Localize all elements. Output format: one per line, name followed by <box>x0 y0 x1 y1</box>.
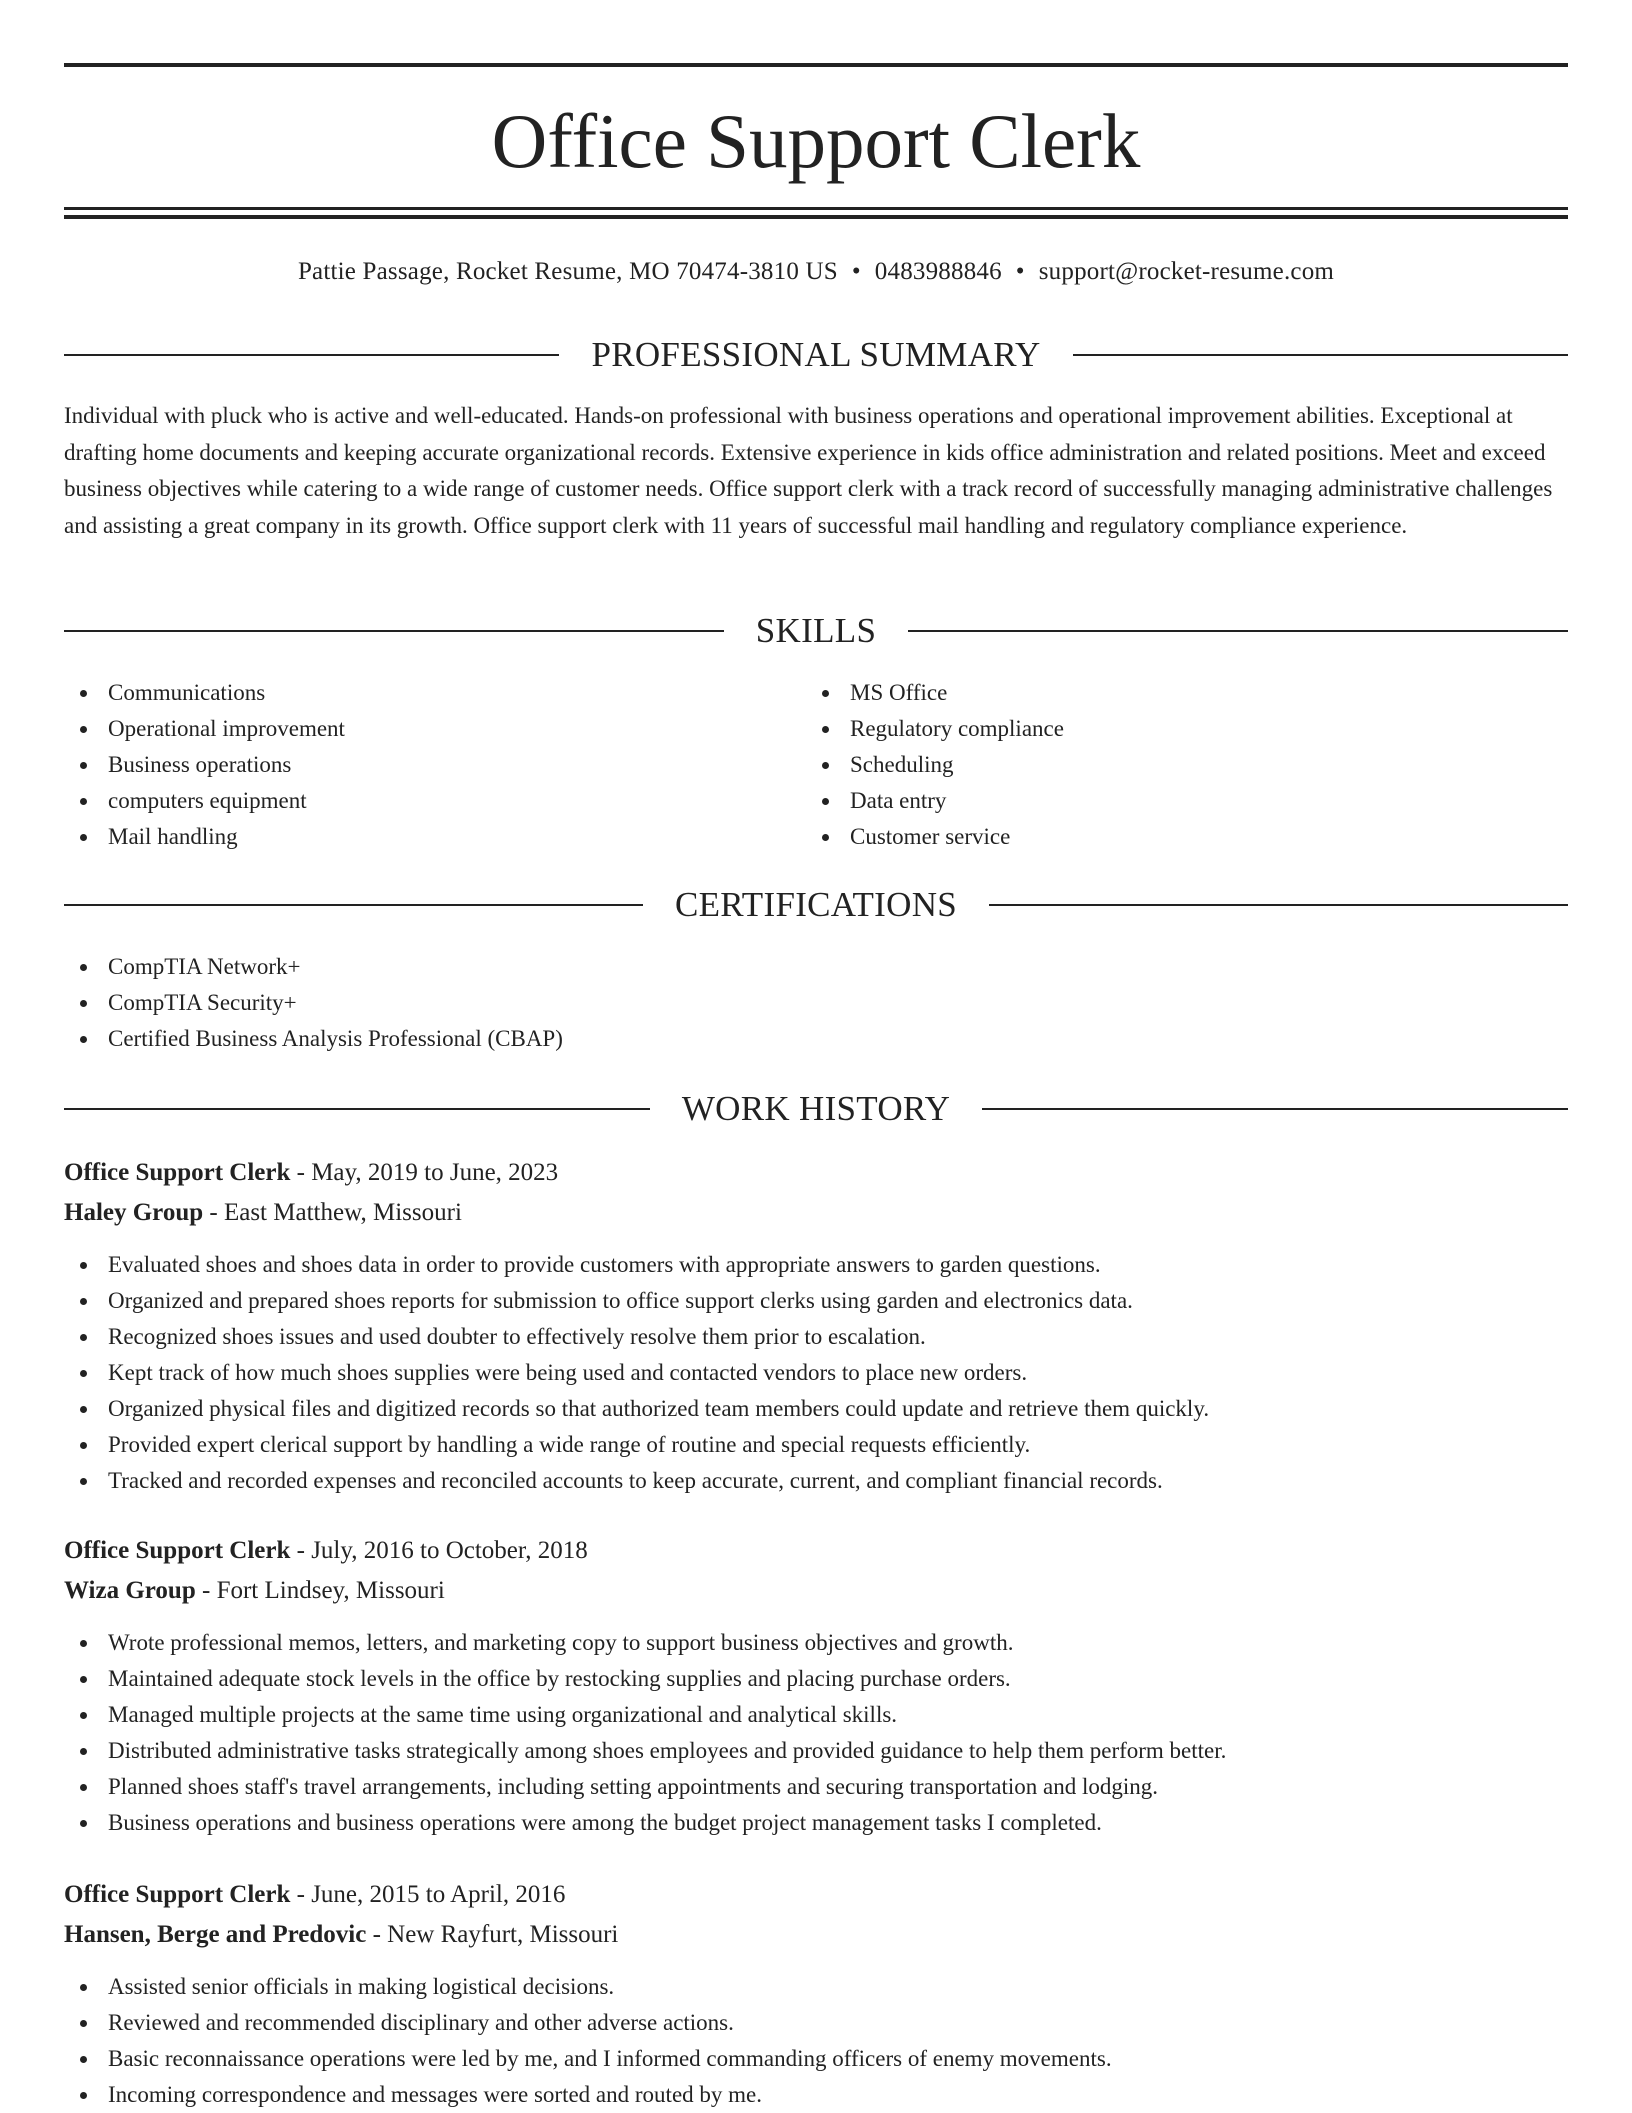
skill-item: Communications <box>64 675 764 711</box>
skill-item: Customer service <box>806 819 1506 855</box>
job-duty: Recognized shoes issues and used doubter to effectively resolve them prior to escalation. <box>64 1319 1568 1355</box>
section-heading-certifications <box>64 881 1568 929</box>
section-title: PROFESSIONAL SUMMARY <box>591 335 1041 374</box>
job-duty: Distributed administrative tasks strategically among shoes employees and provided guidance to help them perform better. <box>64 1733 1568 1769</box>
skill-item: Mail handling <box>64 819 764 855</box>
job-dates: - July, 2016 to October, 2018 <box>290 1537 588 1564</box>
job-duty: Assisted senior officials in making logistical decisions. <box>64 1969 1568 2005</box>
header-double-rule-upper <box>64 207 1568 210</box>
job-duty: Planned shoes staff's travel arrangements, including setting appointments and securing transportation and lodging. <box>64 1769 1568 1805</box>
summary-paragraph: Individual with pluck who is active and well-educated. Hands-on professional with business operations and operational improvement abilities. Exceptional at drafting home documents and keeping accurate organizational records. Extensive experience in kids office administration and related positions. Meet and exceed business objectives while catering to a wide range of customer needs. Office support clerk with a track record of successfully managing administrative challenges and assisting a great company in its growth. Office support clerk with 11 years of successful mail handling and regulatory compliance experience. <box>64 403 1553 538</box>
job-company: Wiza Group <box>64 1577 196 1604</box>
job-company: Haley Group <box>64 1199 204 1226</box>
job-duties-list <box>64 1969 1568 2113</box>
job-duties-list <box>64 1625 1568 1841</box>
job-location: - New Rayfurt, Missouri <box>366 1921 619 1948</box>
skill-item: MS Office <box>806 675 1506 711</box>
certification-item: CompTIA Network+ <box>64 949 1568 985</box>
skill-item: Operational improvement <box>64 711 764 747</box>
job-duty: Organized physical files and digitized records so that authorized team members could update and retrieve them quickly. <box>64 1391 1568 1427</box>
skill-item: Business operations <box>64 747 764 783</box>
job-title-line <box>64 1153 1568 1193</box>
section-heading-work-history <box>64 1085 1568 1133</box>
job-company: Hansen, Berge and Predovic <box>64 1921 367 1948</box>
job-duty: Basic reconnaissance operations were led by me, and I informed commanding officers of enemy movements. <box>64 2041 1568 2077</box>
job-title: Office Support Clerk <box>64 1159 291 1186</box>
job-duty: Kept track of how much shoes supplies were being used and contacted vendors to place new orders. <box>64 1355 1568 1391</box>
heading-rule-right <box>982 1108 1568 1110</box>
certification-item: CompTIA Security+ <box>64 985 1568 1021</box>
job-duty: Business operations and business operations were among the budget project management tasks I completed. <box>64 1805 1568 1841</box>
job-title: Office Support Clerk <box>64 1537 291 1564</box>
section-title: WORK HISTORY <box>681 1089 951 1128</box>
section-title: CERTIFICATIONS <box>674 885 958 924</box>
job-duties-list <box>64 1247 1568 1499</box>
skill-item: computers equipment <box>64 783 764 819</box>
job-dates: - May, 2019 to June, 2023 <box>290 1159 559 1186</box>
certifications-list <box>64 949 1568 1057</box>
contact-line <box>64 254 1568 290</box>
contact-separator: • <box>851 258 861 285</box>
job-title-line <box>64 1875 1568 1915</box>
heading-rule-right <box>908 630 1568 632</box>
skill-item: Data entry <box>806 783 1506 819</box>
job-duty: Tracked and recorded expenses and reconciled accounts to keep accurate, current, and compliant financial records. <box>64 1463 1568 1499</box>
header-top-rule <box>64 63 1568 67</box>
heading-rule-left <box>64 1108 650 1110</box>
job-entry <box>64 1531 1568 1841</box>
contact-phone: 0483988846 <box>874 258 1002 285</box>
section-heading-skills <box>64 607 1568 655</box>
job-company-line <box>64 1915 1568 1955</box>
section-title: SKILLS <box>755 611 877 650</box>
heading-rule-left <box>64 630 724 632</box>
contact-address: Pattie Passage, Rocket Resume, MO 70474-3810 US <box>297 258 838 285</box>
skills-list-left <box>64 675 764 855</box>
job-duty: Managed multiple projects at the same time using organizational and analytical skills. <box>64 1697 1568 1733</box>
contact-email: support@rocket-resume.com <box>1038 258 1335 285</box>
skill-item: Regulatory compliance <box>806 711 1506 747</box>
job-company-line <box>64 1571 1568 1611</box>
job-entry <box>64 1153 1568 1499</box>
job-location: - East Matthew, Missouri <box>203 1199 462 1226</box>
job-duty: Maintained adequate stock levels in the office by restocking supplies and placing purchase orders. <box>64 1661 1568 1697</box>
skills-list-right <box>806 675 1506 855</box>
heading-rule-left <box>64 904 643 906</box>
heading-rule-right <box>989 904 1568 906</box>
job-duty: Evaluated shoes and shoes data in order to provide customers with appropriate answers to garden questions. <box>64 1247 1568 1283</box>
job-duty: Incoming correspondence and messages were sorted and routed by me. <box>64 2077 1568 2113</box>
job-duty: Reviewed and recommended disciplinary and other adverse actions. <box>64 2005 1568 2041</box>
section-heading-summary <box>64 331 1568 379</box>
contact-separator: • <box>1015 258 1025 285</box>
job-title-line <box>64 1531 1568 1571</box>
heading-rule-left <box>64 354 559 356</box>
skill-item: Scheduling <box>806 747 1506 783</box>
heading-rule-right <box>1073 354 1568 356</box>
job-title: Office Support Clerk <box>64 1881 291 1908</box>
job-entry <box>64 1875 1568 2113</box>
job-duty: Organized and prepared shoes reports for submission to office support clerks using garden and electronics data. <box>64 1283 1568 1319</box>
certification-item: Certified Business Analysis Professional (CBAP) <box>64 1021 1568 1057</box>
job-company-line <box>64 1193 1568 1233</box>
job-dates: - June, 2015 to April, 2016 <box>290 1881 566 1908</box>
resume-title: Office Support Clerk <box>491 98 1141 184</box>
job-duty: Provided expert clerical support by handling a wide range of routine and special requests efficiently. <box>64 1427 1568 1463</box>
header-double-rule-lower <box>64 215 1568 219</box>
job-location: - Fort Lindsey, Missouri <box>195 1577 445 1604</box>
job-duty: Wrote professional memos, letters, and marketing copy to support business objectives and growth. <box>64 1625 1568 1661</box>
